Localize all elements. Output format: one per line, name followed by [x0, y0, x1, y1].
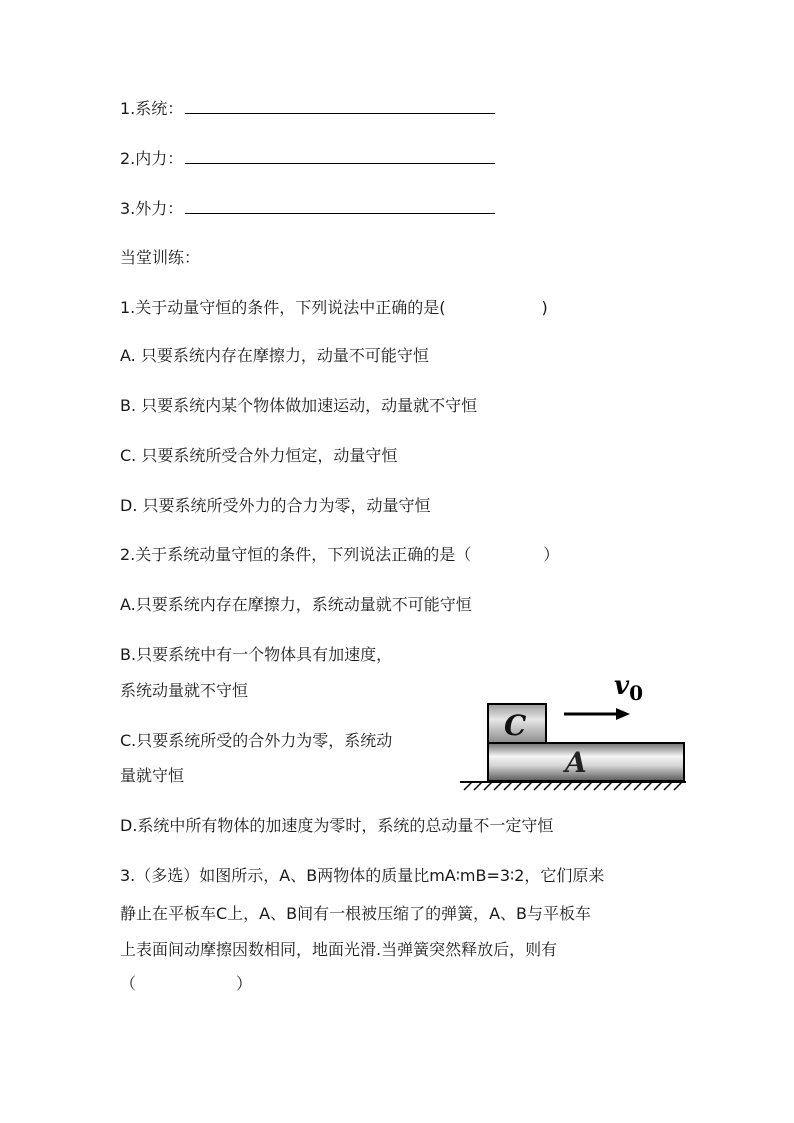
question-3-line3: 上表面间动摩擦因数相同，地面光滑.当弹簧突然释放后，则有: [120, 940, 558, 959]
question-1-stem: [120, 298, 548, 318]
answer-blank[interactable]: [185, 198, 495, 214]
question-2-stem: [120, 545, 559, 565]
question-2-option-d: D.系统中所有物体的加速度为零时，系统的总动量不一定守恒: [120, 816, 554, 835]
plank-a-label: A: [565, 746, 587, 779]
close-paren: ）: [543, 545, 560, 564]
question-3-line1: 3.（多选）如图所示，A、B两物体的质量比mA∶mB=3∶2，它们原来: [120, 866, 605, 885]
question-text: 2.关于系统动量守恒的条件，下列说法正确的是（: [120, 545, 472, 564]
definition-number: 3.: [120, 199, 136, 218]
question-1-option-d: D. 只要系统所受外力的合力为零，动量守恒: [120, 496, 431, 515]
question-2-option-b-line1: B.只要系统中有一个物体具有加速度，: [120, 645, 393, 664]
question-1-option-b: B. 只要系统内某个物体做加速运动，动量就不守恒: [120, 396, 478, 415]
definition-number: 2.: [120, 149, 136, 168]
question-3-line2: 静止在平板车C上，A、B间有一根被压缩了的弹簧，A、B与平板车: [120, 904, 592, 923]
question-2-option-c-line2: 量就守恒: [120, 766, 185, 785]
velocity-label: [614, 671, 643, 705]
definition-external-force: [120, 198, 495, 219]
question-2-option-a: A.只要系统内存在摩擦力，系统动量就不可能守恒: [120, 595, 472, 614]
definition-internal-force: [120, 148, 495, 169]
velocity-subscript: 0: [629, 681, 644, 705]
definition-number: 1.: [120, 99, 136, 118]
definition-term: 内力：: [135, 149, 184, 168]
definition-term: 外力：: [135, 199, 184, 218]
answer-blank[interactable]: [185, 148, 495, 164]
question-1-option-a: A. 只要系统内存在摩擦力，动量不可能守恒: [120, 346, 429, 365]
section-title: 当堂训练：: [120, 248, 201, 267]
question-2-option-c-line1: C.只要系统所受的合外力为零，系统动: [120, 731, 393, 750]
open-paren: （: [120, 974, 137, 993]
block-c-label: C: [504, 709, 527, 742]
close-paren: ）: [236, 974, 253, 993]
close-paren: ): [541, 298, 548, 317]
velocity-arrow-icon: [564, 708, 630, 720]
answer-blank[interactable]: [185, 98, 495, 114]
block-plank-figure: [458, 668, 688, 792]
question-2-option-b-line2: 系统动量就不守恒: [120, 681, 249, 700]
definition-system: [120, 98, 495, 119]
question-text: 1.关于动量守恒的条件，下列说法中正确的是(: [120, 298, 446, 317]
definition-term: 系统：: [135, 99, 184, 118]
question-1-option-c: C. 只要系统所受合外力恒定，动量守恒: [120, 446, 398, 465]
ground: [460, 782, 686, 790]
velocity-symbol: v: [614, 671, 630, 701]
question-3-answer: [120, 974, 252, 994]
